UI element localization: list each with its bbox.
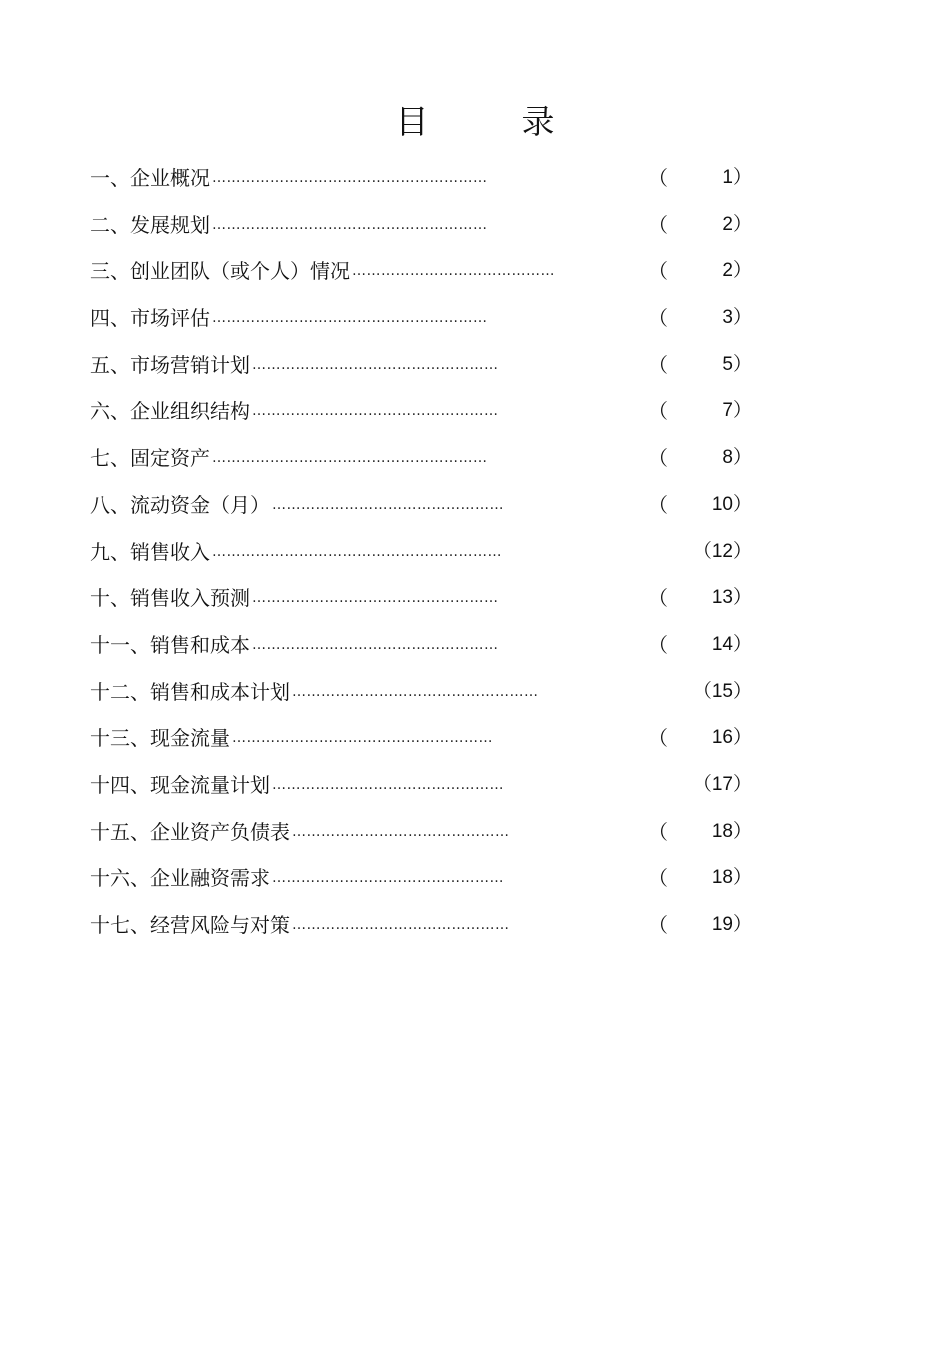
toc-entry-page: 2） (722, 260, 752, 282)
toc-entry-open-paren: （ (648, 166, 668, 190)
toc-entry-page: 19） (711, 914, 752, 935)
toc-entry (90, 715, 770, 762)
toc-entry-leader: ………………………………………………… (212, 216, 488, 233)
toc-entry-leader: ……………………………………… (292, 823, 510, 840)
toc-entry-page: 18） (711, 867, 752, 889)
toc-entry-label: 十四、现金流量计划 (90, 772, 270, 797)
toc-entry-leader: ………………………………………………… (212, 310, 488, 327)
toc-entry-leader: ………………………………………… (272, 496, 504, 513)
toc-entry-label: 二、发展规划 (90, 212, 210, 237)
toc-entry-open-paren: （ (648, 446, 668, 471)
toc-entry-page: （12） (692, 540, 752, 562)
toc-entry-label: 十五、企业资产负债表 (90, 819, 290, 844)
toc-entry-leader: …………………………………………………… (212, 543, 502, 560)
toc-entry-leader: …………………………………… (352, 263, 555, 280)
toc-entry-label: 三、创业团队（或个人）情况 (90, 259, 350, 284)
toc-entry-leader: …………………………………………… (252, 590, 499, 607)
toc-entry-label: 四、市场评估 (90, 306, 210, 331)
toc-entry (90, 482, 770, 529)
toc-entry-open-paren: （ (648, 632, 668, 657)
toc-entry (90, 902, 770, 949)
toc-entry-open-paren: （ (648, 819, 668, 844)
toc-entry (90, 575, 770, 622)
toc-entry-label: 十六、企业融资需求 (90, 866, 270, 891)
toc-entry-page: 1） (722, 167, 752, 188)
toc-entry (90, 342, 770, 389)
toc-entry-open-paren: （ (648, 399, 668, 424)
toc-entry (90, 809, 770, 856)
toc-entry-leader: …………………………………………… (252, 356, 499, 373)
toc-entry-leader: ………………………………………… (272, 776, 504, 793)
toc-entry-leader: …………………………………………… (252, 403, 499, 420)
toc-entry-open-paren: （ (648, 306, 668, 331)
toc-entry (90, 388, 770, 435)
toc-entry-label: 五、市场营销计划 (90, 352, 250, 377)
toc-entry-leader: ………………………………………………… (212, 450, 488, 467)
toc-entry-page: 10） (711, 493, 752, 515)
toc-entry-open-paren: （ (648, 586, 668, 611)
toc-entry (90, 435, 770, 482)
toc-entry-label: 八、流动资金（月） (90, 492, 270, 517)
toc-entry-label: 六、企业组织结构 (90, 399, 250, 424)
toc-entry (90, 762, 770, 809)
toc-entry (90, 295, 770, 342)
toc-entry-open-paren: （ (648, 212, 668, 237)
toc-entry-open-paren: （ (648, 259, 668, 284)
toc-entry-label: 九、销售收入 (90, 539, 210, 564)
toc-entry-page: 16） (711, 727, 752, 749)
table-of-contents (90, 155, 770, 949)
toc-entry-label: 十三、现金流量 (90, 726, 230, 751)
toc-entry (90, 155, 770, 202)
toc-entry-open-paren: （ (648, 866, 668, 891)
toc-entry-page: （15） (692, 680, 752, 702)
toc-entry-page: 13） (711, 587, 752, 609)
toc-entry-label: 十一、销售和成本 (90, 632, 250, 657)
toc-entry-label: 十七、经营风险与对策 (90, 913, 290, 937)
toc-entry-page: （17） (692, 773, 752, 795)
toc-entry-page: 7） (722, 400, 752, 422)
toc-entry-page: 8） (722, 447, 752, 469)
toc-entry-page: 2） (722, 213, 752, 235)
toc-entry-page: 3） (722, 307, 752, 329)
toc-entry (90, 669, 770, 716)
toc-entry-leader: …………………………………………… (252, 636, 499, 653)
toc-entry-page: 18） (711, 820, 752, 842)
toc-entry-open-paren: （ (648, 352, 668, 377)
toc-entry (90, 202, 770, 249)
toc-entry-leader: ……………………………………… (292, 917, 510, 933)
toc-entry (90, 622, 770, 669)
toc-entry-page: 5） (722, 353, 752, 375)
toc-entry-open-paren: （ (648, 726, 668, 751)
toc-entry-label: 七、固定资产 (90, 446, 210, 471)
toc-entry-label: 十二、销售和成本计划 (90, 679, 290, 704)
toc-entry-leader: …………………………………………… (292, 683, 539, 700)
page-title: 目 录 (395, 102, 585, 141)
toc-entry (90, 855, 770, 902)
toc-entry-label: 一、企业概况 (90, 166, 210, 190)
toc-entry (90, 248, 770, 295)
toc-entry-open-paren: （ (648, 492, 668, 517)
toc-entry-leader: ………………………………………… (272, 870, 504, 887)
toc-entry-leader: ……………………………………………… (232, 730, 493, 747)
toc-entry (90, 529, 770, 576)
toc-entry-page: 14） (711, 633, 752, 655)
toc-entry-label: 十、销售收入预测 (90, 586, 250, 611)
toc-entry-leader: ………………………………………………… (212, 170, 488, 186)
toc-entry-open-paren: （ (648, 913, 668, 937)
